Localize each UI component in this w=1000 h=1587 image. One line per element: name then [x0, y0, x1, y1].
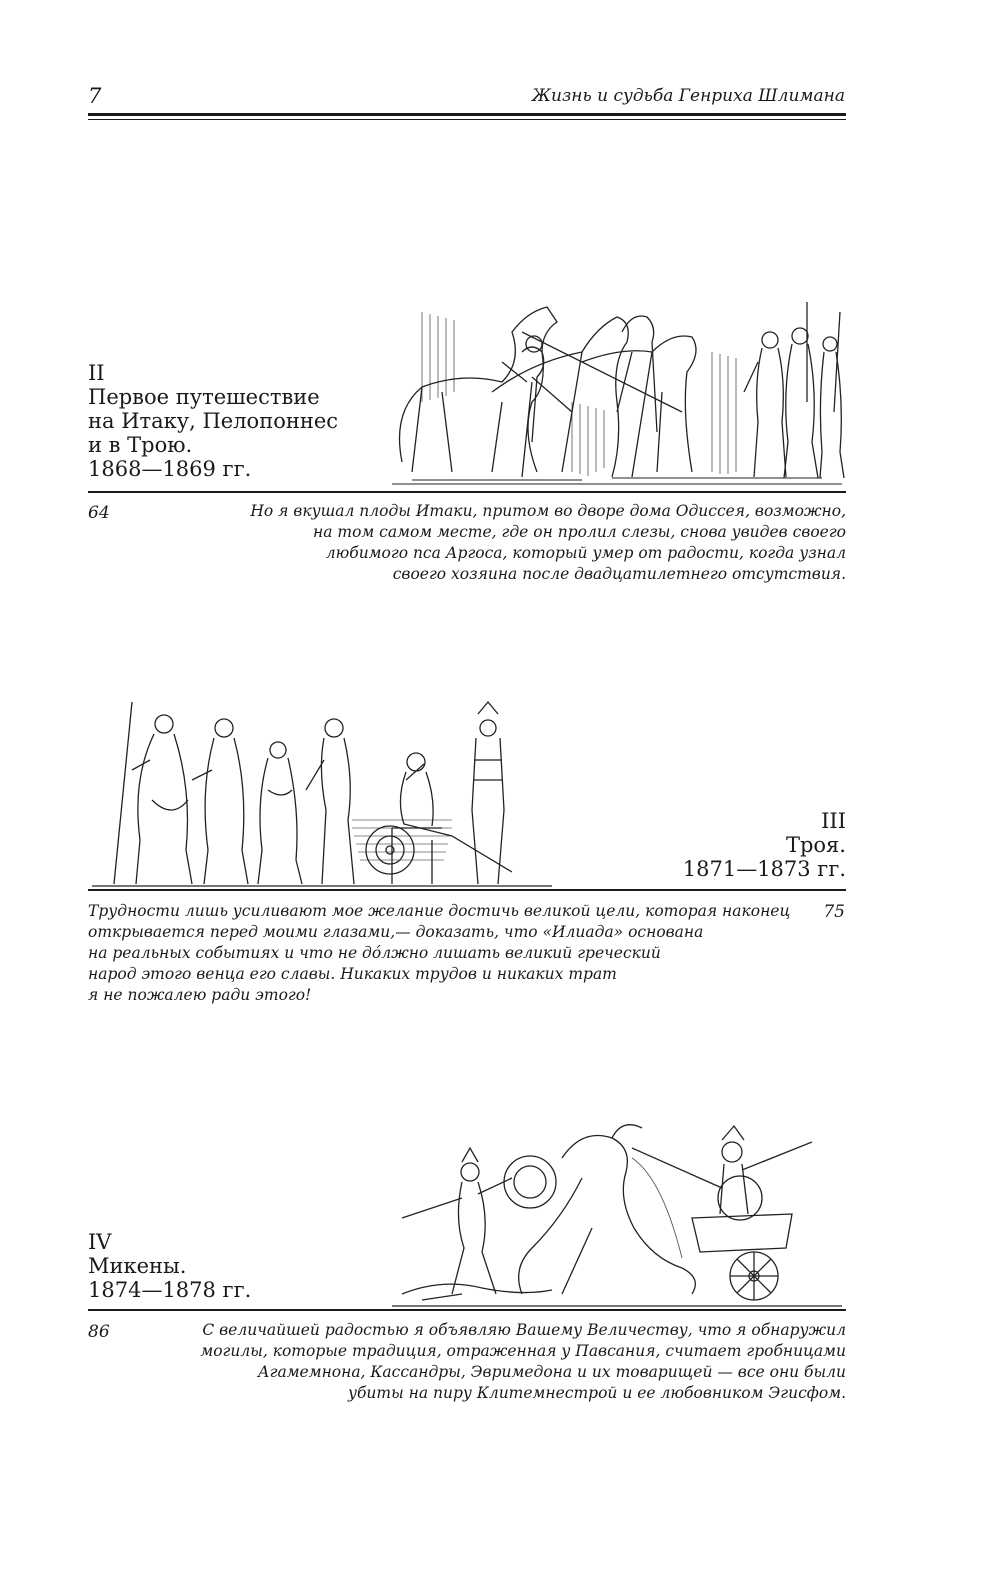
- illustration-horses-procession: [382, 292, 848, 488]
- running-title: Жизнь и судьба Генриха Шлимана: [531, 86, 845, 106]
- quote-line: Агамемнона, Кассандры, Эвримедона и их товарищей — все они были: [257, 1363, 846, 1381]
- section-rule: [88, 491, 846, 493]
- chapter-title-line: 1874—1878 гг.: [88, 1278, 252, 1302]
- chapter-title-line: на Итаку, Пелопоннес: [88, 409, 339, 433]
- chapter-title-line: Первое путешествие: [88, 385, 320, 409]
- quote-line: открывается перед моими глазами,— доказать, что «Илиада» основана: [88, 923, 704, 941]
- quote-line: своего хозяина после двадцатилетнего отсутствия.: [392, 565, 846, 583]
- chapter-title-line: 1871—1873 гг.: [682, 857, 846, 881]
- epigraph-quote: [88, 901, 790, 1006]
- quote-line: Трудности лишь усиливают мое желание достичь великой цели, которая наконец: [88, 902, 791, 920]
- illustration-seated-figure-gathering: [92, 700, 552, 888]
- quote-line: на реальных событиях и что не дóлжно лишать великий греческий: [88, 944, 661, 962]
- chapter-heading-4: [88, 1230, 251, 1302]
- section-page-number: 75: [823, 902, 845, 922]
- quote-line: Но я вкушал плоды Итаки, притом во дворе дома Одиссея, возможно,: [250, 502, 846, 520]
- quote-line: могилы, которые традиция, отраженная у Павсания, считает гробницами: [200, 1342, 846, 1360]
- quote-line: на том самом месте, где он пролил слезы, снова увидев своего: [313, 523, 846, 541]
- quote-line: убиты на пиру Клитемнестрой и ее любовником Эгисфом.: [347, 1384, 846, 1402]
- header-rule-thick: [88, 113, 846, 116]
- chapter-heading-3: [683, 809, 846, 881]
- quote-line: С величайшей радостью я объявляю Вашему Величеству, что я обнаружил: [202, 1321, 846, 1339]
- chapter-numeral: II: [88, 361, 105, 385]
- section-rule: [88, 889, 846, 891]
- chapter-heading-2: [88, 361, 338, 481]
- chapter-title-line: Микены.: [88, 1254, 187, 1278]
- header-rule-thin: [88, 119, 846, 120]
- chapter-numeral: IV: [88, 1230, 112, 1254]
- chapter-title-line: и в Трою.: [88, 433, 193, 457]
- section-page-number: 64: [88, 503, 110, 523]
- epigraph-quote: [200, 1320, 846, 1404]
- quote-line: любимого пса Аргоса, который умер от радости, когда узнал: [325, 544, 846, 562]
- chapter-title-line: 1868—1869 гг.: [88, 457, 252, 481]
- epigraph-quote: [250, 501, 846, 585]
- quote-line: народ этого венца его славы. Никаких трудов и никаких трат: [88, 965, 617, 983]
- section-page-number: 86: [88, 1322, 110, 1342]
- chapter-title-line: Троя.: [785, 833, 846, 857]
- section-rule: [88, 1309, 846, 1311]
- quote-line: я не пожалею ради этого!: [88, 986, 312, 1004]
- illustration-chariot-battle: [382, 1118, 848, 1308]
- chapter-numeral: III: [821, 809, 846, 833]
- page-number: 7: [88, 84, 102, 108]
